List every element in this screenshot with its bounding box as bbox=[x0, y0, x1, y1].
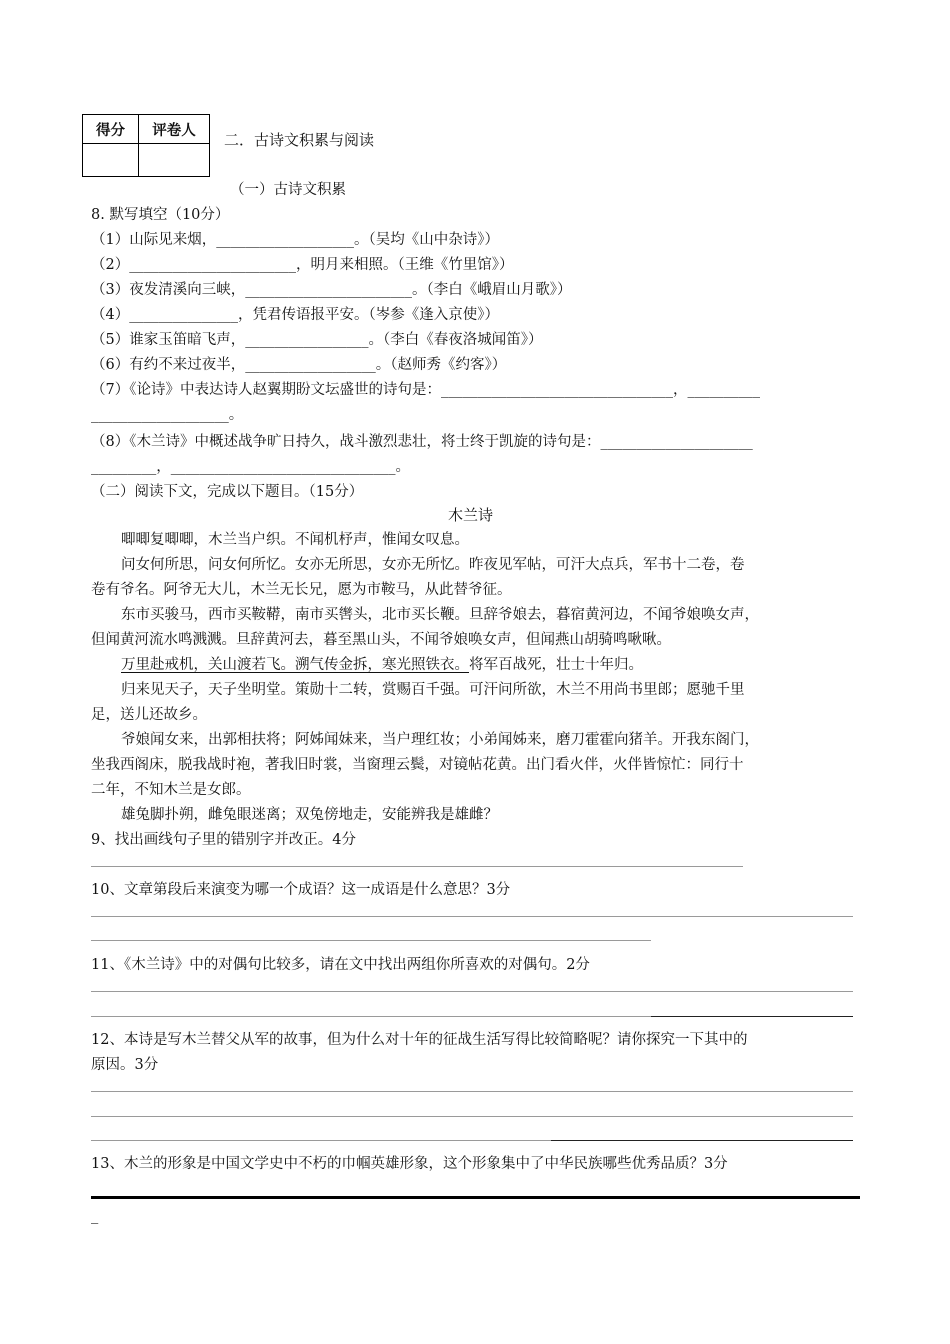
q8-item: （8）《木兰诗》中概述战争旷日持久，战斗激烈悲壮，将士终于凯旋的诗句是：_____________________ bbox=[91, 434, 753, 450]
answer-line[interactable] bbox=[91, 1116, 853, 1117]
poem-line: 足，送儿还故乡。 bbox=[91, 707, 207, 723]
q8-item: （7）《论诗》中表达诗人赵翼期盼文坛盛世的诗句是：________________________________，__________ bbox=[91, 382, 760, 398]
poem-line: 二年，不知木兰是女郎。 bbox=[91, 782, 251, 798]
poem-line bbox=[121, 653, 643, 674]
answer-line[interactable] bbox=[91, 916, 853, 917]
poem-line: 东市买骏马，西市买鞍鞯，南市买辔头，北市买长鞭。旦辞爷娘去，暮宿黄河边，不闻爷娘唤女声， bbox=[121, 607, 759, 623]
grader-header: 评卷人 bbox=[139, 115, 210, 144]
answer-line[interactable] bbox=[91, 1140, 551, 1141]
poem-line: 爷娘闻女来，出郭相扶将；阿姊闻妹来，当户理红妆；小弟闻姊来，磨刀霍霍向猪羊。开我东阁门， bbox=[121, 732, 759, 748]
question-9: 9、找出画线句子里的错别字并改正。4分 bbox=[91, 832, 356, 848]
q8-item: （1）山际见来烟，___________________。（吴均《山中杂诗》） bbox=[91, 232, 499, 248]
question-10: 10、文章第段后来演变为哪一个成语？这一成语是什么意思？3分 bbox=[91, 882, 511, 898]
grader-cell[interactable] bbox=[139, 144, 210, 177]
question-13: 13、木兰的形象是中国文学史中不朽的巾帼英雄形象，这个形象集中了中华民族哪些优秀品质？3分 bbox=[91, 1156, 728, 1172]
score-header: 得分 bbox=[83, 115, 139, 144]
poem-line: 归来见天子，天子坐明堂。策勋十二转，赏赐百千强。可汗问所欲，木兰不用尚书里郎；愿驰千里 bbox=[121, 682, 745, 698]
poem-line: 但闻黄河流水鸣溅溅。旦辞黄河去，暮至黑山头，不闻爷娘唤女声，但闻燕山胡骑鸣啾啾。 bbox=[91, 632, 671, 648]
section-title: 二．古诗文积累与阅读 bbox=[224, 131, 375, 149]
poem-title: 木兰诗 bbox=[448, 506, 494, 524]
q8-item: （3）夜发清溪向三峡，_______________________。（李白《峨眉山月歌》） bbox=[91, 282, 572, 298]
answer-line[interactable] bbox=[91, 940, 651, 941]
poem-line: 唧唧复唧唧，木兰当户织。不闻机杼声，惟闻女叹息。 bbox=[121, 532, 469, 548]
bottom-rule bbox=[91, 1196, 860, 1199]
part1-title: （一）古诗文积累 bbox=[230, 182, 346, 198]
question-11: 11、《木兰诗》中的对偶句比较多，请在文中找出两组你所喜欢的对偶句。2分 bbox=[91, 957, 590, 973]
q8-title: 8. 默写填空（10分） bbox=[91, 207, 230, 223]
poem-line: 问女何所思，问女何所忆。女亦无所思，女亦无所忆。昨夜见军帖，可汗大点兵，军书十二卷，卷 bbox=[121, 557, 745, 573]
q8-item: （6）有约不来过夜半，__________________。（赵师秀《约客》） bbox=[91, 357, 507, 373]
poem-line: 雄兔脚扑朔，雌兔眼迷离；双兔傍地走，安能辨我是雄雌？ bbox=[121, 807, 498, 823]
q8-item: （5）谁家玉笛暗飞声，_________________。（李白《春夜洛城闻笛》） bbox=[91, 332, 543, 348]
q8-item: （2）_______________________，明月来相照。（王维《竹里馆》） bbox=[91, 257, 514, 273]
q8-item: （4）_______________，凭君传语报平安。（岑参《逢入京使》） bbox=[91, 307, 499, 323]
answer-line[interactable] bbox=[651, 1016, 853, 1017]
answer-line[interactable] bbox=[91, 1016, 651, 1017]
footer-mark: _ bbox=[91, 1208, 99, 1224]
part2-title: （二）阅读下文，完成以下题目。（15分） bbox=[91, 484, 364, 500]
poem-line: 坐我西阁床，脱我战时袍，著我旧时裳，当窗理云鬓，对镜帖花黄。出门看火伴，火伴皆惊忙：同行十 bbox=[91, 757, 744, 773]
poem-line-rest: 将军百战死，壮士十年归。 bbox=[469, 657, 643, 673]
underlined-sentence: 万里赴戒机，关山渡若飞。溯气传金拆，寒光照铁衣。 bbox=[121, 657, 469, 673]
score-table bbox=[82, 114, 210, 177]
answer-line[interactable] bbox=[91, 866, 743, 867]
score-cell[interactable] bbox=[83, 144, 139, 177]
answer-line[interactable] bbox=[91, 991, 853, 992]
answer-line[interactable] bbox=[551, 1140, 853, 1141]
poem-line: 卷有爷名。阿爷无大儿，木兰无长兄，愿为市鞍马，从此替爷征。 bbox=[91, 582, 512, 598]
answer-line[interactable] bbox=[91, 1091, 853, 1092]
q8-item: ___________________。 bbox=[91, 407, 244, 423]
question-12: 12、本诗是写木兰替父从军的故事，但为什么对十年的征战生活写得比较简略呢？请你探究一下其中的 bbox=[91, 1032, 748, 1048]
question-12-cont: 原因。3分 bbox=[91, 1057, 159, 1073]
q8-item: _________，_______________________________。 bbox=[91, 459, 410, 475]
